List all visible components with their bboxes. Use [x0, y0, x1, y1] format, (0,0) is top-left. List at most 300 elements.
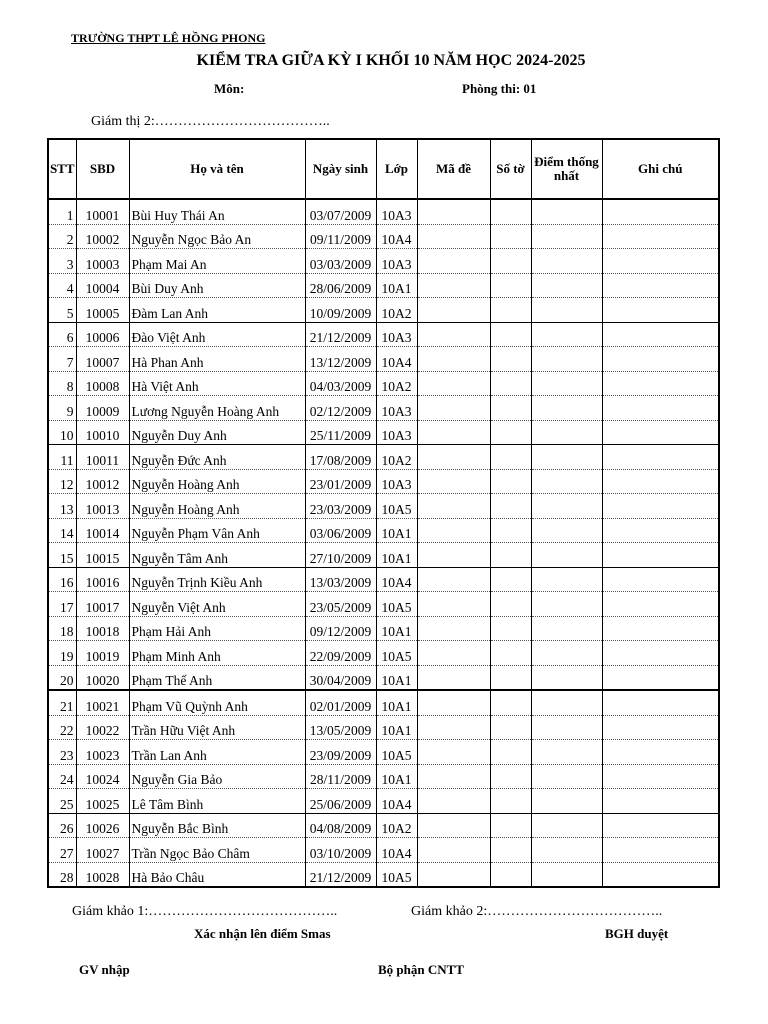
cell-sbd: 10021: [76, 690, 129, 715]
cell-name: Phạm Minh Anh: [129, 641, 305, 666]
cell-name: Nguyễn Hoàng Anh: [129, 469, 305, 494]
cell-sheets: [490, 494, 531, 519]
cell-dob: 10/09/2009: [305, 298, 376, 323]
cell-sbd: 10022: [76, 715, 129, 740]
cell-sheets: [490, 862, 531, 887]
cell-dob: 02/12/2009: [305, 396, 376, 421]
table-row: [48, 789, 719, 814]
cell-stt: 12: [48, 469, 76, 494]
cell-class: 10A1: [376, 665, 417, 690]
cell-notes: [602, 199, 719, 224]
cell-name: Bùi Huy Thái An: [129, 199, 305, 224]
cell-sbd: 10028: [76, 862, 129, 887]
table-row: [48, 199, 719, 224]
cell-name: Nguyễn Tâm Anh: [129, 543, 305, 568]
cell-name: Phạm Hải Anh: [129, 616, 305, 641]
cell-name: Trần Hữu Việt Anh: [129, 715, 305, 740]
cell-sheets: [490, 665, 531, 690]
column-header-sheets: Số tờ: [490, 139, 531, 199]
cell-score: [531, 543, 602, 568]
cell-notes: [602, 641, 719, 666]
cell-exam-code: [417, 249, 490, 274]
cell-notes: [602, 715, 719, 740]
cell-score: [531, 813, 602, 838]
cell-score: [531, 445, 602, 470]
it-department-label: Bộ phận CNTT: [378, 962, 464, 977]
cell-score: [531, 322, 602, 347]
cell-stt: 2: [48, 224, 76, 249]
cell-score: [531, 641, 602, 666]
cell-class: 10A4: [376, 567, 417, 592]
table-row: [48, 494, 719, 519]
cell-sbd: 10014: [76, 518, 129, 543]
cell-sbd: 10003: [76, 249, 129, 274]
table-row: [48, 445, 719, 470]
cell-exam-code: [417, 543, 490, 568]
cell-name: Lương Nguyễn Hoàng Anh: [129, 396, 305, 421]
cell-sheets: [490, 322, 531, 347]
cell-dob: 13/05/2009: [305, 715, 376, 740]
cell-dob: 03/06/2009: [305, 518, 376, 543]
cell-name: Nguyễn Bắc Bình: [129, 813, 305, 838]
cell-exam-code: [417, 641, 490, 666]
table-body: [48, 199, 719, 887]
school-name: TRƯỜNG THPT LÊ HỒNG PHONG: [71, 31, 266, 45]
cell-dob: 03/07/2009: [305, 199, 376, 224]
cell-exam-code: [417, 838, 490, 863]
student-roster-table: [47, 138, 720, 888]
cell-exam-code: [417, 347, 490, 372]
cell-sheets: [490, 813, 531, 838]
cell-dob: 21/12/2009: [305, 322, 376, 347]
cell-sheets: [490, 445, 531, 470]
cell-sbd: 10024: [76, 764, 129, 789]
cell-dob: 30/04/2009: [305, 665, 376, 690]
cell-stt: 28: [48, 862, 76, 887]
cell-stt: 9: [48, 396, 76, 421]
cell-sbd: 10016: [76, 567, 129, 592]
cell-dob: 09/11/2009: [305, 224, 376, 249]
cell-exam-code: [417, 445, 490, 470]
cell-class: 10A4: [376, 224, 417, 249]
cell-stt: 15: [48, 543, 76, 568]
cell-notes: [602, 567, 719, 592]
cell-sbd: 10010: [76, 420, 129, 445]
cell-dob: 09/12/2009: [305, 616, 376, 641]
cell-sbd: 10006: [76, 322, 129, 347]
cell-score: [531, 518, 602, 543]
cell-sheets: [490, 715, 531, 740]
cell-dob: 02/01/2009: [305, 690, 376, 715]
cell-exam-code: [417, 862, 490, 887]
cell-sheets: [490, 371, 531, 396]
cell-exam-code: [417, 420, 490, 445]
table-row: [48, 838, 719, 863]
cell-score: [531, 199, 602, 224]
cell-sheets: [490, 789, 531, 814]
cell-class: 10A3: [376, 322, 417, 347]
cell-sbd: 10018: [76, 616, 129, 641]
cell-notes: [602, 740, 719, 765]
cell-score: [531, 690, 602, 715]
cell-class: 10A5: [376, 641, 417, 666]
cell-class: 10A2: [376, 813, 417, 838]
cell-sheets: [490, 616, 531, 641]
cell-score: [531, 789, 602, 814]
cell-name: Trần Ngọc Bảo Châm: [129, 838, 305, 863]
table-row: [48, 592, 719, 617]
cell-name: Nguyễn Ngọc Bảo An: [129, 224, 305, 249]
cell-exam-code: [417, 396, 490, 421]
cell-notes: [602, 616, 719, 641]
cell-class: 10A4: [376, 789, 417, 814]
cell-exam-code: [417, 469, 490, 494]
cell-sheets: [490, 740, 531, 765]
table-row: [48, 371, 719, 396]
column-header-sbd: SBD: [76, 139, 129, 199]
examiner-2-line: Giám khảo 2:………………………………..: [411, 904, 663, 919]
cell-notes: [602, 690, 719, 715]
cell-exam-code: [417, 371, 490, 396]
cell-stt: 8: [48, 371, 76, 396]
cell-name: Nguyễn Gia Bảo: [129, 764, 305, 789]
cell-sbd: 10027: [76, 838, 129, 863]
cell-stt: 18: [48, 616, 76, 641]
cell-class: 10A1: [376, 764, 417, 789]
cell-score: [531, 665, 602, 690]
cell-notes: [602, 445, 719, 470]
cell-exam-code: [417, 616, 490, 641]
examiner-1-line: Giám khảo 1:…………………………………..: [72, 904, 338, 919]
cell-dob: 23/09/2009: [305, 740, 376, 765]
cell-sheets: [490, 641, 531, 666]
cell-sbd: 10017: [76, 592, 129, 617]
cell-class: 10A2: [376, 371, 417, 396]
cell-sbd: 10015: [76, 543, 129, 568]
table-row: [48, 715, 719, 740]
cell-sheets: [490, 838, 531, 863]
cell-score: [531, 371, 602, 396]
cell-notes: [602, 838, 719, 863]
cell-stt: 22: [48, 715, 76, 740]
cell-sheets: [490, 273, 531, 298]
cell-stt: 27: [48, 838, 76, 863]
cell-notes: [602, 764, 719, 789]
proctor-2-line: Giám thị 2:………………………………..: [91, 114, 330, 129]
cell-sbd: 10019: [76, 641, 129, 666]
table-row: [48, 740, 719, 765]
column-header-stt: STT: [48, 139, 76, 199]
cell-dob: 28/11/2009: [305, 764, 376, 789]
cell-sheets: [490, 224, 531, 249]
cell-exam-code: [417, 567, 490, 592]
cell-dob: 25/11/2009: [305, 420, 376, 445]
cell-notes: [602, 322, 719, 347]
cell-dob: 13/12/2009: [305, 347, 376, 372]
cell-sbd: 10012: [76, 469, 129, 494]
cell-notes: [602, 789, 719, 814]
cell-notes: [602, 592, 719, 617]
cell-class: 10A3: [376, 199, 417, 224]
cell-class: 10A1: [376, 690, 417, 715]
teacher-entry-label: GV nhập: [79, 962, 130, 977]
exam-room-label: Phòng thi: 01: [462, 81, 537, 96]
table-row: [48, 298, 719, 323]
cell-sbd: 10007: [76, 347, 129, 372]
cell-class: 10A4: [376, 838, 417, 863]
cell-sbd: 10004: [76, 273, 129, 298]
cell-notes: [602, 813, 719, 838]
cell-stt: 11: [48, 445, 76, 470]
cell-class: 10A3: [376, 469, 417, 494]
cell-name: Hà Phan Anh: [129, 347, 305, 372]
cell-stt: 21: [48, 690, 76, 715]
cell-score: [531, 420, 602, 445]
column-header-notes: Ghi chú: [602, 139, 719, 199]
column-header-score: Điểm thống nhất: [531, 139, 602, 199]
cell-exam-code: [417, 764, 490, 789]
cell-notes: [602, 543, 719, 568]
cell-name: Phạm Thế Anh: [129, 665, 305, 690]
table-row: [48, 347, 719, 372]
table-row: [48, 420, 719, 445]
cell-stt: 6: [48, 322, 76, 347]
cell-dob: 23/01/2009: [305, 469, 376, 494]
cell-sheets: [490, 298, 531, 323]
cell-stt: 14: [48, 518, 76, 543]
cell-notes: [602, 420, 719, 445]
cell-sbd: 10002: [76, 224, 129, 249]
cell-sbd: 10011: [76, 445, 129, 470]
cell-dob: 03/03/2009: [305, 249, 376, 274]
cell-name: Nguyễn Phạm Vân Anh: [129, 518, 305, 543]
cell-name: Phạm Vũ Quỳnh Anh: [129, 690, 305, 715]
table-row: [48, 543, 719, 568]
cell-exam-code: [417, 298, 490, 323]
cell-name: Hà Việt Anh: [129, 371, 305, 396]
cell-sbd: 10020: [76, 665, 129, 690]
table-row: [48, 641, 719, 666]
cell-stt: 25: [48, 789, 76, 814]
cell-notes: [602, 862, 719, 887]
cell-sbd: 10001: [76, 199, 129, 224]
cell-sbd: 10013: [76, 494, 129, 519]
cell-sbd: 10025: [76, 789, 129, 814]
table-row: [48, 273, 719, 298]
cell-sbd: 10005: [76, 298, 129, 323]
cell-dob: 28/06/2009: [305, 273, 376, 298]
column-header-dob: Ngày sinh: [305, 139, 376, 199]
cell-sheets: [490, 469, 531, 494]
cell-name: Nguyễn Việt Anh: [129, 592, 305, 617]
cell-sheets: [490, 249, 531, 274]
cell-sheets: [490, 347, 531, 372]
table-row: [48, 518, 719, 543]
cell-class: 10A3: [376, 396, 417, 421]
cell-score: [531, 273, 602, 298]
cell-score: [531, 862, 602, 887]
cell-sbd: 10023: [76, 740, 129, 765]
cell-name: Lê Tâm Bình: [129, 789, 305, 814]
cell-sheets: [490, 199, 531, 224]
table-row: [48, 396, 719, 421]
cell-notes: [602, 298, 719, 323]
cell-exam-code: [417, 813, 490, 838]
table-row: [48, 813, 719, 838]
cell-stt: 4: [48, 273, 76, 298]
cell-stt: 23: [48, 740, 76, 765]
table-row: [48, 224, 719, 249]
cell-stt: 16: [48, 567, 76, 592]
cell-dob: 23/03/2009: [305, 494, 376, 519]
cell-stt: 3: [48, 249, 76, 274]
cell-notes: [602, 469, 719, 494]
cell-notes: [602, 518, 719, 543]
cell-score: [531, 469, 602, 494]
table-row: [48, 862, 719, 887]
cell-exam-code: [417, 740, 490, 765]
cell-sheets: [490, 420, 531, 445]
cell-exam-code: [417, 273, 490, 298]
cell-sheets: [490, 518, 531, 543]
cell-sbd: 10009: [76, 396, 129, 421]
cell-exam-code: [417, 789, 490, 814]
cell-class: 10A5: [376, 592, 417, 617]
table-header-row: [48, 139, 719, 199]
cell-name: Đàm Lan Anh: [129, 298, 305, 323]
cell-class: 10A4: [376, 347, 417, 372]
cell-score: [531, 298, 602, 323]
cell-exam-code: [417, 665, 490, 690]
cell-class: 10A5: [376, 494, 417, 519]
cell-class: 10A1: [376, 518, 417, 543]
cell-stt: 10: [48, 420, 76, 445]
cell-class: 10A1: [376, 273, 417, 298]
cell-score: [531, 740, 602, 765]
cell-score: [531, 616, 602, 641]
cell-stt: 19: [48, 641, 76, 666]
document-title: KIỂM TRA GIỮA KỲ I KHỐI 10 NĂM HỌC 2024-2025: [196, 52, 586, 69]
table-row: [48, 469, 719, 494]
board-approval-label: BGH duyệt: [605, 926, 669, 941]
cell-stt: 1: [48, 199, 76, 224]
table-row: [48, 764, 719, 789]
cell-name: Nguyễn Duy Anh: [129, 420, 305, 445]
cell-notes: [602, 249, 719, 274]
cell-dob: 23/05/2009: [305, 592, 376, 617]
cell-exam-code: [417, 322, 490, 347]
cell-exam-code: [417, 518, 490, 543]
cell-class: 10A3: [376, 249, 417, 274]
cell-sbd: 10026: [76, 813, 129, 838]
column-header-name: Họ và tên: [129, 139, 305, 199]
table-row: [48, 665, 719, 690]
subject-label: Môn:: [214, 81, 245, 96]
cell-dob: 27/10/2009: [305, 543, 376, 568]
cell-dob: 03/10/2009: [305, 838, 376, 863]
cell-score: [531, 224, 602, 249]
cell-score: [531, 567, 602, 592]
cell-notes: [602, 396, 719, 421]
cell-stt: 26: [48, 813, 76, 838]
cell-name: Bùi Duy Anh: [129, 273, 305, 298]
column-header-exam-code: Mã đề: [417, 139, 490, 199]
cell-score: [531, 715, 602, 740]
cell-class: 10A5: [376, 740, 417, 765]
smas-confirmation-label: Xác nhận lên điểm Smas: [194, 926, 331, 941]
cell-dob: 04/03/2009: [305, 371, 376, 396]
cell-score: [531, 396, 602, 421]
cell-notes: [602, 224, 719, 249]
cell-sheets: [490, 543, 531, 568]
cell-stt: 5: [48, 298, 76, 323]
table-row: [48, 616, 719, 641]
cell-exam-code: [417, 224, 490, 249]
cell-sbd: 10008: [76, 371, 129, 396]
cell-stt: 7: [48, 347, 76, 372]
cell-score: [531, 592, 602, 617]
cell-name: Trần Lan Anh: [129, 740, 305, 765]
cell-notes: [602, 665, 719, 690]
cell-notes: [602, 371, 719, 396]
cell-dob: 22/09/2009: [305, 641, 376, 666]
cell-class: 10A3: [376, 420, 417, 445]
cell-class: 10A1: [376, 616, 417, 641]
cell-name: Nguyễn Hoàng Anh: [129, 494, 305, 519]
column-header-class: Lớp: [376, 139, 417, 199]
cell-exam-code: [417, 715, 490, 740]
cell-dob: 13/03/2009: [305, 567, 376, 592]
cell-exam-code: [417, 592, 490, 617]
cell-score: [531, 494, 602, 519]
cell-sheets: [490, 396, 531, 421]
cell-name: Đào Việt Anh: [129, 322, 305, 347]
cell-notes: [602, 347, 719, 372]
cell-score: [531, 249, 602, 274]
cell-class: 10A1: [376, 715, 417, 740]
table-row: [48, 690, 719, 715]
cell-score: [531, 347, 602, 372]
cell-sheets: [490, 592, 531, 617]
cell-exam-code: [417, 494, 490, 519]
cell-sheets: [490, 764, 531, 789]
cell-dob: 25/06/2009: [305, 789, 376, 814]
cell-exam-code: [417, 199, 490, 224]
cell-stt: 20: [48, 665, 76, 690]
cell-class: 10A2: [376, 298, 417, 323]
cell-dob: 21/12/2009: [305, 862, 376, 887]
cell-class: 10A2: [376, 445, 417, 470]
cell-sheets: [490, 690, 531, 715]
cell-stt: 24: [48, 764, 76, 789]
cell-name: Phạm Mai An: [129, 249, 305, 274]
cell-class: 10A5: [376, 862, 417, 887]
cell-stt: 13: [48, 494, 76, 519]
cell-class: 10A1: [376, 543, 417, 568]
table-row: [48, 567, 719, 592]
cell-name: Hà Bảo Châu: [129, 862, 305, 887]
cell-notes: [602, 494, 719, 519]
cell-name: Nguyễn Trịnh Kiều Anh: [129, 567, 305, 592]
cell-sheets: [490, 567, 531, 592]
cell-dob: 17/08/2009: [305, 445, 376, 470]
cell-score: [531, 838, 602, 863]
cell-name: Nguyễn Đức Anh: [129, 445, 305, 470]
cell-stt: 17: [48, 592, 76, 617]
cell-dob: 04/08/2009: [305, 813, 376, 838]
cell-notes: [602, 273, 719, 298]
cell-exam-code: [417, 690, 490, 715]
